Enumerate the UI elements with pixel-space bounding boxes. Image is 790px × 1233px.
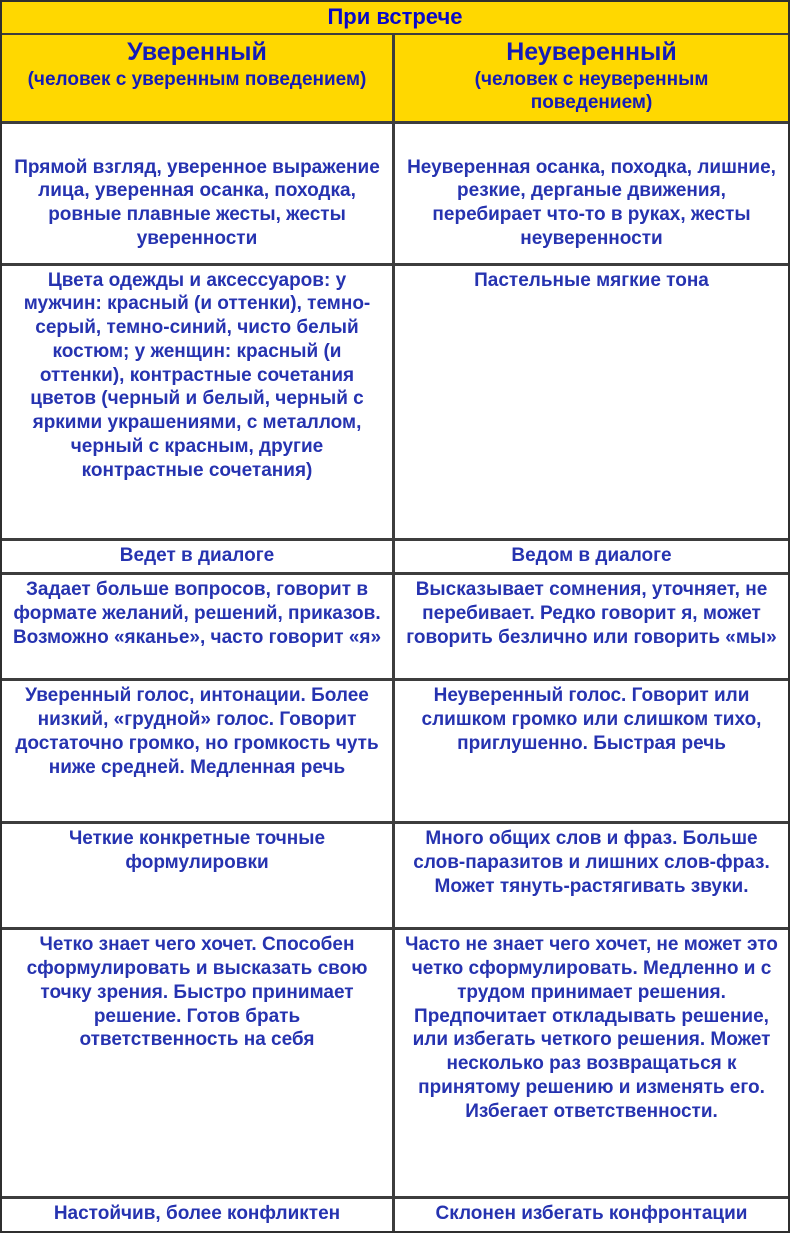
table-cell: Склонен избегать конфронтации <box>435 1203 748 1225</box>
row-conflict <box>2 1196 788 1231</box>
table-cell: Ведет в диалоге <box>2 541 395 573</box>
column-title: Уверенный <box>127 38 267 67</box>
table-cell: Прямой взгляд, уверенное выражение лица, уверенная осанка, походка, ровные плавные жесты, жесты уверенности <box>2 124 395 263</box>
row-voice <box>2 678 788 821</box>
table-title: При встрече <box>2 2 788 35</box>
table-cell: Пастельные мягкие тона <box>474 269 709 291</box>
row-clothing-colors <box>2 263 788 538</box>
row-decisiveness <box>2 927 788 1196</box>
table-cell: Ведом в диалоге <box>511 544 672 566</box>
table-cell: Четкие конкретные точные формулировки <box>2 824 395 927</box>
table-cell: Настойчив, более конфликтен <box>2 1199 395 1231</box>
table-cell: Много общих слов и фраз. Больше слов-паразитов и лишних слов-фраз. Может тянуть-растягивать звуки. <box>413 828 770 897</box>
table-cell: Неуверенная осанка, походка, лишние, резкие, дерганые движения, перебирает что-то в руках, жесты неуверенности <box>407 156 776 249</box>
table-cell: Неуверенный голос. Говорит или слишком громко или слишком тихо, приглушенно. Быстрая речь <box>421 685 762 754</box>
row-speech-style <box>2 572 788 678</box>
column-subtitle: (человек с уверенным поведением) <box>27 69 367 91</box>
column-subtitle: (человек с неуверенным поведением) <box>474 69 709 113</box>
row-wording <box>2 821 788 927</box>
row-appearance <box>2 121 788 263</box>
table-cell: Высказывает сомнения, уточняет, не перебивает. Редко говорит я, может говорить безлично или говорить «мы» <box>406 579 777 648</box>
column-title: Неуверенный <box>506 38 677 67</box>
row-dialogue-lead <box>2 538 788 573</box>
header-row <box>2 35 788 120</box>
column-header-confident <box>2 35 395 120</box>
table-cell: Часто не знает чего хочет, не может это четко сформулировать. Медленно и с трудом принимает решения. Предпочитает откладывать решение, или избегать четкого решения. Может несколько раз возвращаться к принятому решению и изменять его. Избегает ответственности. <box>405 934 778 1122</box>
table-cell: Цвета одежды и аксессуаров: у мужчин: красный (и оттенки), темно-серый, темно-синий, чисто белый костюм; у женщин: красный (и оттенки), контрастные сочетания цветов (черный и белый, черный с яркими украшениями, с металлом, черный с красным, другие контрастные сочетания) <box>2 266 395 538</box>
column-header-unconfident <box>395 35 788 120</box>
table-cell: Четко знает чего хочет. Способен сформулировать и высказать свою точку зрения. Быстро принимает решение. Готов брать ответственность на себя <box>2 930 395 1196</box>
table-cell: Задает больше вопросов, говорит в формате желаний, решений, приказов. Возможно «яканье», часто говорит «я» <box>2 575 395 678</box>
table-cell: Уверенный голос, интонации. Более низкий, «грудной» голос. Говорит достаточно громко, но громкость чуть ниже средней. Медленная речь <box>2 681 395 821</box>
